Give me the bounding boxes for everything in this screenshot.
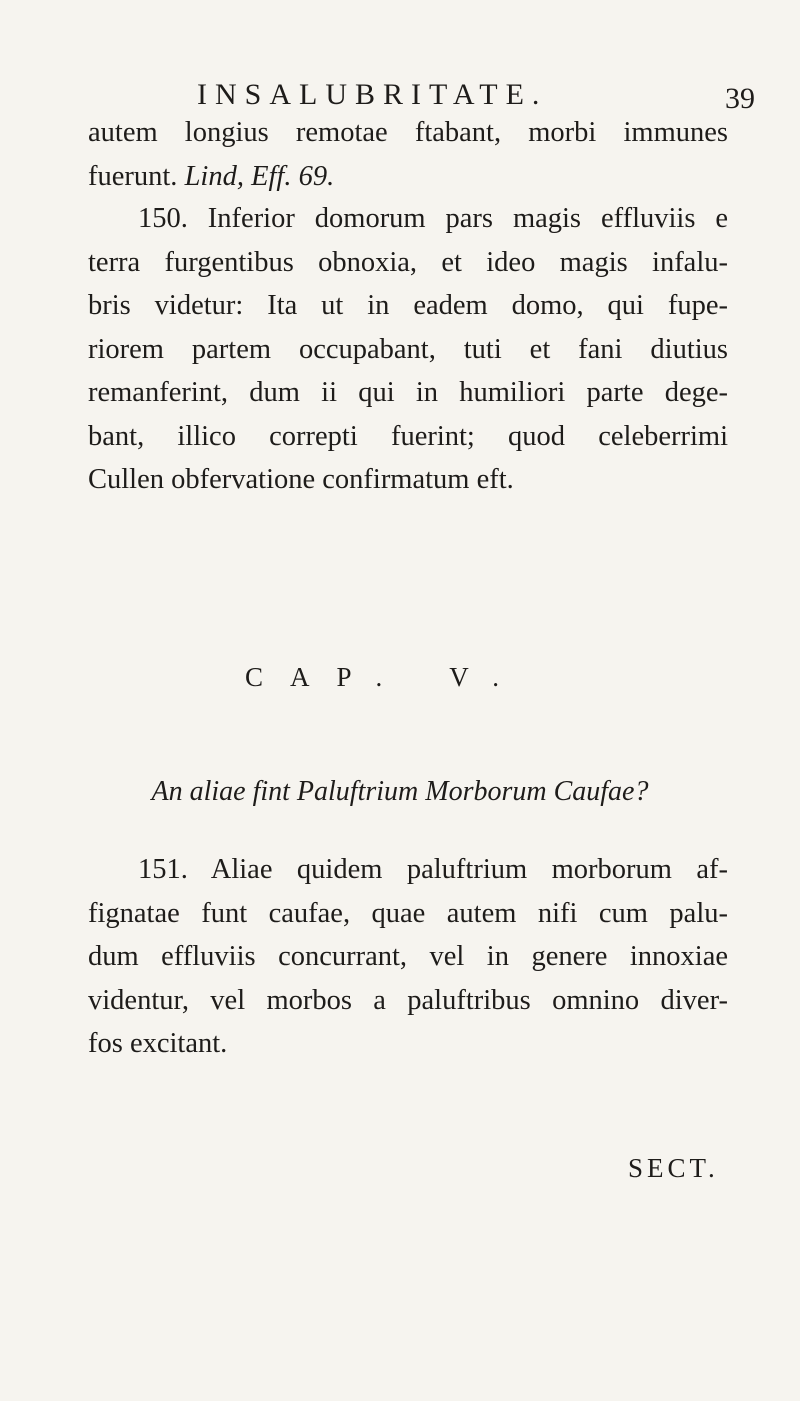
text-line: remanferint, dum ii qui in humiliori parte dege- <box>88 377 728 408</box>
text-line: 150. Inferior domorum pars magis effluviis e <box>138 203 728 234</box>
continuation-paragraph <box>88 111 728 198</box>
text-fragment: fuerunt. <box>88 160 178 192</box>
paragraph-151 <box>88 848 728 1066</box>
text-line: bris videtur: Ita ut in eadem domo, qui fupe- <box>88 290 728 321</box>
chapter-label: CAP. <box>245 662 410 692</box>
text-line: fignatae funt caufae, quae autem nifi cum palu- <box>88 897 728 929</box>
citation-page: 69. <box>298 160 335 192</box>
text-line: Cullen obfervatione confirmatum eft. <box>88 464 514 495</box>
chapter-heading <box>245 664 526 691</box>
text-line <box>88 155 728 199</box>
citation-work: Eff. <box>251 160 292 192</box>
text-line: riorem partem occupabant, tuti et fani diutius <box>88 333 728 365</box>
text-line: bant, illico correpti fuerint; quod celeberrimi <box>88 420 728 452</box>
text-line: dum effluviis concurrant, vel in genere innoxiae <box>88 941 728 972</box>
text-line: fos excitant. <box>88 1028 228 1059</box>
chapter-number: V. <box>449 662 527 692</box>
text-line: videntur, vel morbos a paluftribus omnino diver- <box>88 984 728 1016</box>
text-line: 151. Aliae quidem paluftrium morborum af- <box>138 854 728 885</box>
catchword: SECT. <box>628 1153 719 1183</box>
running-head: INSALUBRITATE. <box>197 78 548 111</box>
page-number: 39 <box>725 82 755 115</box>
chapter-title: An aliae fint Paluftrium Morborum Caufae? <box>151 776 649 807</box>
paragraph-150 <box>88 197 728 502</box>
text-line: autem longius remotae ftabant, morbi immunes <box>88 117 728 148</box>
citation-author: Lind, <box>184 160 244 192</box>
text-line: terra furgentibus obnoxia, et ideo magis infalu- <box>88 246 728 278</box>
